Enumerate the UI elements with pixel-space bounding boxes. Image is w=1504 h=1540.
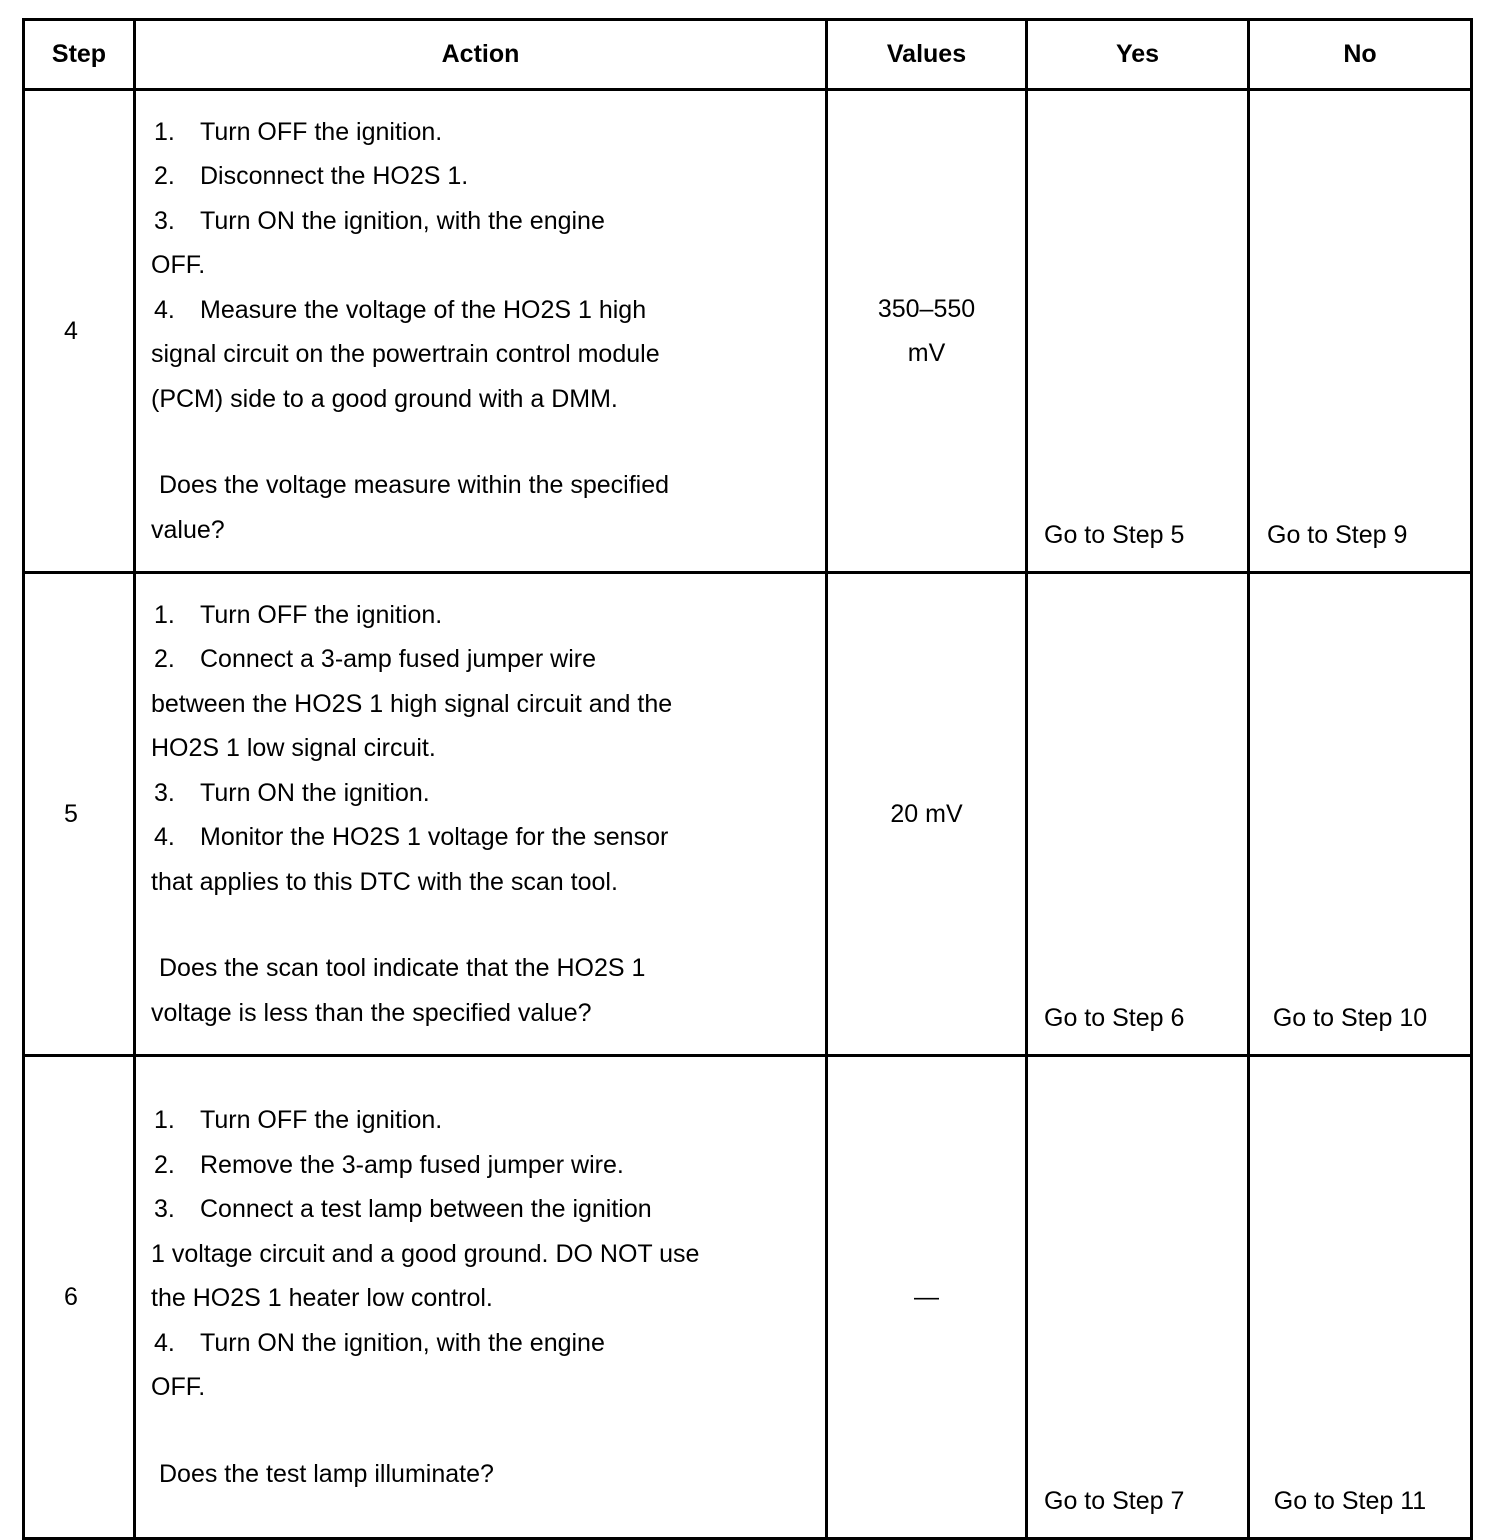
action-text: Connect a test lamp between the ignition xyxy=(200,1195,652,1223)
action-text: Disconnect the HO2S 1. xyxy=(200,162,469,191)
spacer xyxy=(151,421,817,463)
action-line xyxy=(151,815,817,860)
action-step-number: 4. xyxy=(154,823,175,852)
no-text: Go to Step 10 xyxy=(1272,1003,1428,1032)
action-line xyxy=(151,1276,817,1321)
action-text: that applies to this DTC with the scan tool. xyxy=(151,867,618,896)
header-action: Action xyxy=(135,20,827,90)
action-step-number: 3. xyxy=(154,778,175,807)
value-text: 20 mV xyxy=(890,799,963,828)
action-text: Turn OFF the ignition. xyxy=(200,600,443,629)
header-step: Step xyxy=(24,20,135,90)
table-row xyxy=(24,90,1472,573)
action-text: Turn ON the ignition, with the engine xyxy=(200,206,605,235)
action-text: Monitor the HO2S 1 voltage for the sensor xyxy=(200,823,669,852)
step-number: 4 xyxy=(64,316,78,345)
action-line xyxy=(151,682,817,727)
action-line xyxy=(151,332,817,377)
action-line xyxy=(151,593,817,638)
step-cell xyxy=(24,90,135,573)
action-line xyxy=(151,288,817,333)
action-line xyxy=(151,637,817,682)
table-row xyxy=(24,573,1472,1056)
no-cell xyxy=(1249,90,1472,573)
action-text: Turn OFF the ignition. xyxy=(200,117,443,146)
action-line xyxy=(151,154,817,199)
action-step-number: 2. xyxy=(154,162,175,191)
no-text: Go to Step 9 xyxy=(1267,520,1408,549)
action-text: the HO2S 1 heater low control. xyxy=(151,1284,493,1312)
action-cell xyxy=(135,90,827,573)
yes-cell: Go to Step 5 xyxy=(1027,90,1249,573)
spacer xyxy=(151,1410,817,1452)
table-body xyxy=(24,90,1472,1539)
action-line xyxy=(151,110,817,155)
no-text: Go to Step 11 xyxy=(1273,1486,1427,1515)
header-values: Values xyxy=(827,20,1027,90)
step-number: 6 xyxy=(64,1282,78,1311)
action-step-number: 3. xyxy=(154,1195,175,1223)
action-line xyxy=(151,1365,817,1410)
action-text: 1 voltage circuit and a good ground. DO NOT use xyxy=(151,1239,700,1268)
diagnostic-table xyxy=(22,18,1473,1540)
values-cell xyxy=(827,90,1027,573)
yes-cell: Go to Step 6 xyxy=(1027,573,1249,1056)
action-line xyxy=(151,243,817,288)
value-text: 350–550 mV xyxy=(877,294,976,367)
table-row xyxy=(24,1056,1472,1539)
action-cell xyxy=(135,573,827,1056)
action-line xyxy=(151,1232,817,1277)
action-text: (PCM) side to a good ground with a DMM. xyxy=(151,384,618,413)
action-text: OFF. xyxy=(151,1373,206,1401)
action-step-number: 4. xyxy=(154,1328,175,1357)
action-text: signal circuit on the powertrain control module xyxy=(151,340,660,369)
no-cell xyxy=(1249,573,1472,1056)
spacer xyxy=(151,904,817,946)
action-line xyxy=(151,771,817,816)
action-text: OFF. xyxy=(151,251,206,280)
action-step-number: 1. xyxy=(154,1106,175,1134)
action-step-number: 2. xyxy=(154,1150,175,1179)
action-question: value? xyxy=(151,515,225,544)
action-line xyxy=(151,1187,817,1232)
header-no: No xyxy=(1249,20,1472,90)
header-yes: Yes xyxy=(1027,20,1249,90)
value-text: — xyxy=(914,1282,939,1311)
action-line xyxy=(151,377,817,422)
step-cell xyxy=(24,573,135,1056)
action-text: Turn OFF the ignition. xyxy=(200,1106,443,1134)
action-text: Turn ON the ignition, with the engine xyxy=(200,1328,605,1357)
action-line xyxy=(151,1098,817,1143)
action-cell xyxy=(135,1056,827,1539)
action-text: Remove the 3-amp fused jumper wire. xyxy=(200,1150,624,1179)
action-question: voltage is less than the specified value? xyxy=(151,998,592,1027)
step-cell xyxy=(24,1056,135,1539)
action-question: Does the test lamp illuminate? xyxy=(159,1459,494,1488)
action-line xyxy=(151,1143,817,1188)
action-step-number: 1. xyxy=(154,600,175,629)
action-text: Connect a 3-amp fused jumper wire xyxy=(200,645,597,674)
action-question: Does the scan tool indicate that the HO2S 1 xyxy=(159,954,646,983)
action-text: Turn ON the ignition. xyxy=(200,778,430,807)
action-text: between the HO2S 1 high signal circuit and the xyxy=(151,689,673,718)
action-line xyxy=(151,199,817,244)
action-line xyxy=(151,1321,817,1366)
values-cell xyxy=(827,573,1027,1056)
no-cell xyxy=(1249,1056,1472,1539)
action-text: Measure the voltage of the HO2S 1 high xyxy=(200,295,647,324)
action-step-number: 3. xyxy=(154,206,175,235)
action-text: HO2S 1 low signal circuit. xyxy=(151,734,436,763)
action-step-number: 2. xyxy=(154,645,175,674)
action-question: Does the voltage measure within the specified xyxy=(159,471,670,500)
action-step-number: 1. xyxy=(154,117,175,146)
action-line xyxy=(151,726,817,771)
values-cell xyxy=(827,1056,1027,1539)
header-row xyxy=(24,20,1472,90)
action-step-number: 4. xyxy=(154,295,175,324)
step-number: 5 xyxy=(64,799,78,828)
yes-cell: Go to Step 7 xyxy=(1027,1056,1249,1539)
action-line xyxy=(151,860,817,905)
